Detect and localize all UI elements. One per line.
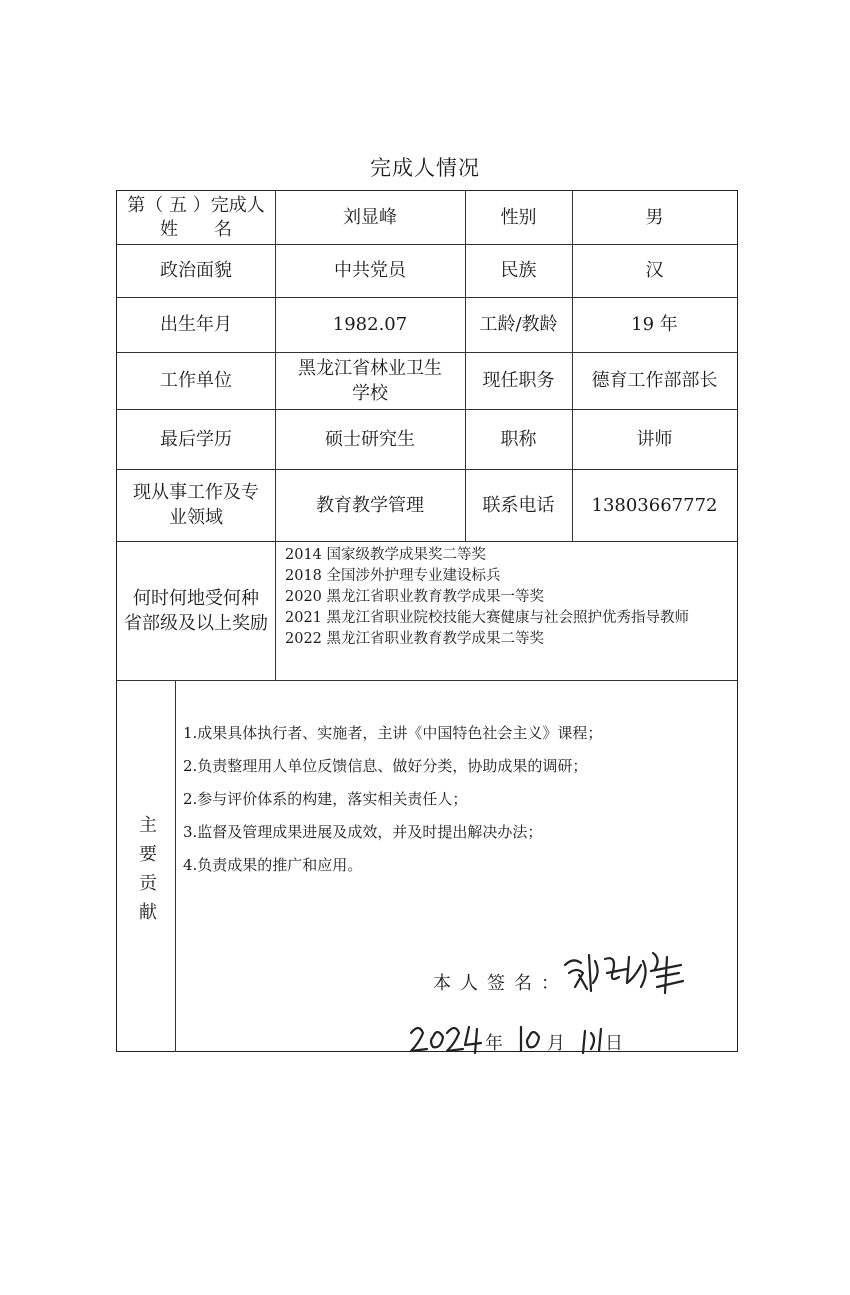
award-item: 2018 全国涉外护理专业建设标兵 <box>285 568 501 584</box>
row-value-gender: 男 <box>645 207 664 228</box>
row-label-title: 职称 <box>500 428 537 450</box>
row-label-ethnicity: 民族 <box>500 260 537 281</box>
svg-text:日: 日 <box>605 1033 623 1054</box>
award-item: 2020 黑龙江省职业教育教学成果一等奖 <box>285 589 545 605</box>
row-value-seniority: 19 年 <box>631 314 678 335</box>
award-item: 2014 国家级教学成果奖二等奖 <box>285 547 487 563</box>
row-label-political-status: 政治面貌 <box>160 260 232 281</box>
awards-list <box>285 545 735 650</box>
handwritten-date <box>407 1021 627 1057</box>
row-value-birth-date: 1982.07 <box>332 314 408 335</box>
row-value-title: 讲师 <box>636 428 673 450</box>
awards-label: 何时何地受何种 省部级及以上奖励 <box>124 587 268 634</box>
row-value-political-status: 中共党员 <box>334 260 406 281</box>
completer-info-form <box>116 190 738 1052</box>
row-label-education: 最后学历 <box>160 428 232 450</box>
contribution-item: 2.参与评价体系的构建，落实相关责任人； <box>183 790 468 808</box>
award-item: 2021 黑龙江省职业院校技能大赛健康与社会照护优秀指导教师 <box>285 610 690 626</box>
row-label-birth-date: 出生年月 <box>160 314 232 335</box>
contribution-label-char: 主 <box>139 815 157 836</box>
svg-text:年: 年 <box>485 1033 503 1054</box>
row-label-gender: 性别 <box>500 207 537 228</box>
row-value-education: 硕士研究生 <box>325 428 415 450</box>
row-value-name: 刘显峰 <box>343 207 397 228</box>
contribution-label-char: 献 <box>139 902 157 923</box>
row-value-position: 德育工作部部长 <box>591 370 718 391</box>
svg-text:月: 月 <box>547 1033 565 1054</box>
contribution-item: 1.成果具体执行者、实施者，主讲《中国特色社会主义》课程； <box>183 724 603 742</box>
page-title: 完成人情况 <box>370 156 480 180</box>
contribution-label <box>131 811 165 927</box>
contribution-label-char: 贡 <box>139 873 157 894</box>
contribution-item: 4.负责成果的推广和应用。 <box>183 856 363 874</box>
handwritten-signature <box>557 943 697 1003</box>
row-label-seniority: 工龄/教龄 <box>479 314 558 335</box>
contribution-item: 3.监督及管理成果进展及成效，并及时提出解决办法； <box>183 823 543 841</box>
row-value-phone: 13803667772 <box>591 494 718 516</box>
contribution-label-char: 要 <box>139 844 157 865</box>
award-item: 2022 黑龙江省职业教育教学成果二等奖 <box>285 631 545 647</box>
row-label-completer-name: 第（ 五 ）完成人 姓 名 <box>127 194 265 240</box>
row-label-position: 现任职务 <box>482 370 555 391</box>
row-label-phone: 联系电话 <box>482 494 555 516</box>
row-label-work-unit: 工作单位 <box>160 370 232 391</box>
row-label-field: 现从事工作及专 业领域 <box>133 482 259 528</box>
contribution-list <box>183 717 723 882</box>
row-value-field: 教育教学管理 <box>316 494 424 516</box>
row-value-ethnicity: 汉 <box>645 260 664 281</box>
signature-label: 本人签名： <box>433 973 568 994</box>
contribution-item: 2.负责整理用人单位反馈信息、做好分类，协助成果的调研； <box>183 757 588 775</box>
row-value-work-unit: 黑龙江省林业卫生 学校 <box>298 357 442 404</box>
